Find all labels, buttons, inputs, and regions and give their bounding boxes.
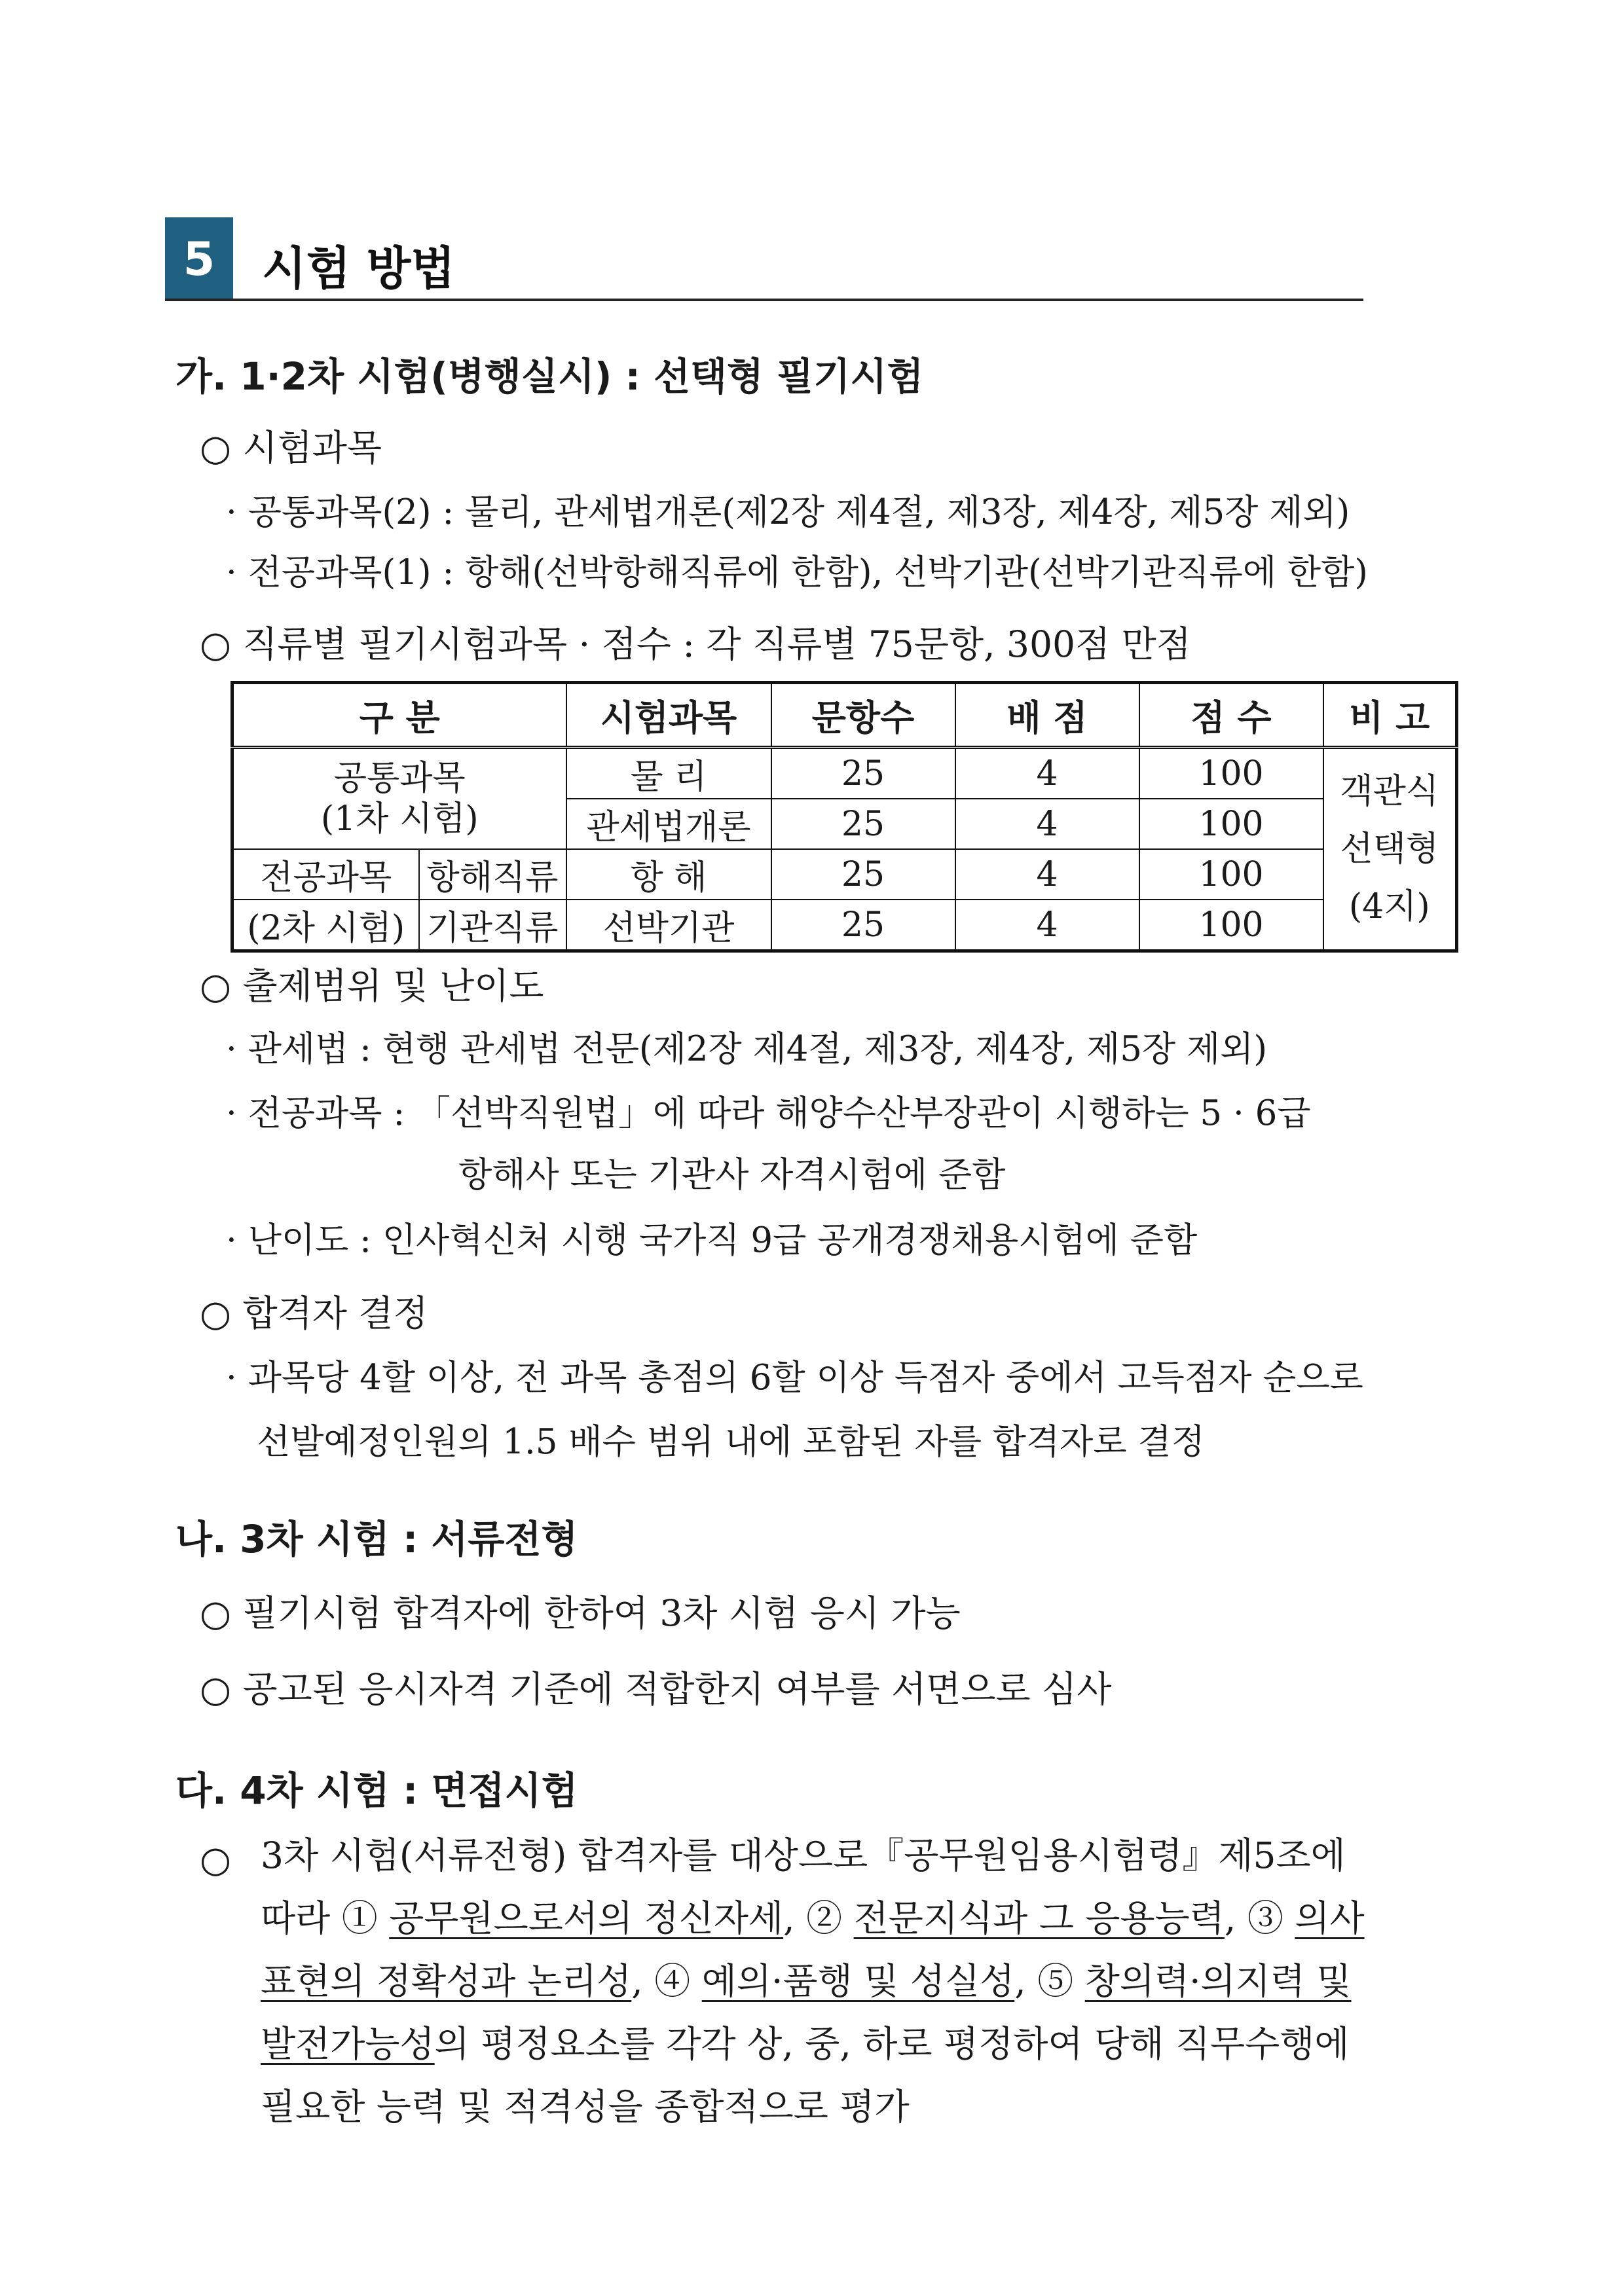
- header-weight: 배 점: [955, 683, 1139, 748]
- header-score: 점 수: [1139, 683, 1323, 748]
- score-cell: 100: [1139, 849, 1323, 900]
- count-cell: 25: [771, 799, 955, 849]
- exam-subject-table: [231, 681, 1458, 953]
- nav-track-label: 항해직류: [419, 849, 566, 900]
- scope-major-line-2: 항해사 또는 기관사 자격시험에 준함: [458, 1155, 1006, 1195]
- major-category-sub: (2차 시험): [232, 900, 419, 951]
- section-divider: [165, 299, 1363, 301]
- scope-bullet: ○ 출제범위 및 난이도: [200, 965, 544, 1007]
- part-b-item-1: ○ 필기시험 합격자에 한하여 3차 시험 응시 가능: [200, 1592, 961, 1634]
- interview-text: 필요한 능력 및 적격성을 종합적으로 평가: [261, 2086, 910, 2128]
- criterion-3-start: 의사: [1295, 1897, 1365, 1939]
- table-header-row: [232, 683, 1457, 748]
- interview-line-4: [261, 2013, 1466, 2075]
- interview-text: 따라 ①: [261, 1897, 390, 1939]
- score-cell: 100: [1139, 799, 1323, 849]
- interview-line-1: [261, 1824, 1466, 1887]
- note-cell: [1323, 748, 1457, 951]
- interview-line-1-text: 3차 시험(서류전형) 합격자를 대상으로『공무원임용시험령』제5조에: [261, 1834, 1346, 1876]
- interview-text: , ②: [783, 1897, 854, 1939]
- part-c-marker: ○: [200, 1838, 231, 1880]
- scope-major-line-1: · 전공과목 : 「선박직원법」에 따라 해양수산부장관이 시행하는 5 · 6급: [226, 1093, 1311, 1133]
- interview-text: 의 평정요소를 각각 상, 중, 하로 평정하여 당해 직무수행에: [434, 2023, 1350, 2065]
- common-subjects-line: · 공통과목(2) : 물리, 관세법개론(제2장 제4절, 제3장, 제4장, 제5장 제외): [226, 492, 1350, 532]
- weight-cell: 4: [955, 748, 1139, 799]
- scope-customs-line: · 관세법 : 현행 관세법 전문(제2장 제4절, 제3장, 제4장, 제5장 제외): [226, 1029, 1268, 1069]
- table-row: [232, 748, 1457, 799]
- criterion-3-end: 표현의 정확성과 논리성: [261, 1960, 632, 2002]
- subject-cell: 선박기관: [566, 900, 771, 951]
- part-c-heading: 다. 4차 시험 : 면접시험: [175, 1768, 578, 1813]
- subject-cell: 물 리: [566, 748, 771, 799]
- criterion-5-start: 창의력·의지력 및: [1084, 1960, 1352, 2002]
- header-note: 비 고: [1323, 683, 1457, 748]
- interview-paragraph: [261, 1824, 1466, 2138]
- interview-line-2: [261, 1887, 1466, 1950]
- interview-text: , ④: [631, 1960, 702, 2002]
- subject-cell: 항 해: [566, 849, 771, 900]
- note-line-1: 객관식: [1340, 772, 1439, 811]
- weight-cell: 4: [955, 849, 1139, 900]
- score-cell: 100: [1139, 748, 1323, 799]
- subject-cell: 관세법개론: [566, 799, 771, 849]
- note-line-2: 선택형: [1340, 829, 1439, 869]
- weight-cell: 4: [955, 900, 1139, 951]
- common-category-label: 공통과목: [333, 759, 466, 798]
- major-category-label: 전공과목: [232, 849, 419, 900]
- table-row: [232, 849, 1457, 900]
- count-cell: 25: [771, 900, 955, 951]
- pass-bullet: ○ 합격자 결정: [200, 1292, 428, 1334]
- count-cell: 25: [771, 849, 955, 900]
- section-number-badge: 5: [165, 217, 233, 301]
- criterion-5-end: 발전가능성: [261, 2023, 435, 2065]
- weight-cell: 4: [955, 799, 1139, 849]
- major-subjects-line: · 전공과목(1) : 항해(선박항해직류에 한함), 선박기관(선박기관직류에 한함): [226, 553, 1368, 592]
- scores-line: ○ 직류별 필기시험과목 · 점수 : 각 직류별 75문항, 300점 만점: [200, 623, 1191, 665]
- pass-line-2: 선발예정인원의 1.5 배수 범위 내에 포함된 자를 합격자로 결정: [257, 1422, 1205, 1462]
- header-count: 문항수: [771, 683, 955, 748]
- interview-line-5: [261, 2075, 1466, 2138]
- common-category-cell: [232, 748, 566, 850]
- score-cell: 100: [1139, 900, 1323, 951]
- section-title: 시험 방법: [262, 242, 455, 295]
- table-row: [232, 900, 1457, 951]
- part-b-item-2: ○ 공고된 응시자격 기준에 적합한지 여부를 서면으로 심사: [200, 1668, 1112, 1710]
- interview-text: , ⑤: [1014, 1960, 1085, 2002]
- interview-text: , ③: [1224, 1897, 1295, 1939]
- part-a-heading: 가. 1·2차 시험(병행실시) : 선택형 필기시험: [175, 354, 924, 399]
- header-category: 구 분: [232, 683, 566, 748]
- count-cell: 25: [771, 748, 955, 799]
- subjects-bullet: ○ 시험과목: [200, 427, 382, 469]
- pass-line-1: · 과목당 4할 이상, 전 과목 총점의 6할 이상 득점자 중에서 고득점자 순으로: [226, 1358, 1363, 1398]
- common-category-sub: (1차 시험): [320, 799, 479, 839]
- scope-difficulty-line: · 난이도 : 인사혁신처 시행 국가직 9급 공개경쟁채용시험에 준함: [226, 1220, 1198, 1260]
- criterion-1: 공무원으로서의 정신자세: [389, 1897, 784, 1939]
- part-b-heading: 나. 3차 시험 : 서류전형: [175, 1517, 578, 1561]
- header-subject: 시험과목: [566, 683, 771, 748]
- note-line-3: (4지): [1348, 887, 1430, 926]
- eng-track-label: 기관직류: [419, 900, 566, 951]
- interview-line-3: [261, 1950, 1466, 2013]
- criterion-2: 전문지식과 그 응용능력: [853, 1897, 1225, 1939]
- criterion-4: 예의·품행 및 성실성: [701, 1960, 1015, 2002]
